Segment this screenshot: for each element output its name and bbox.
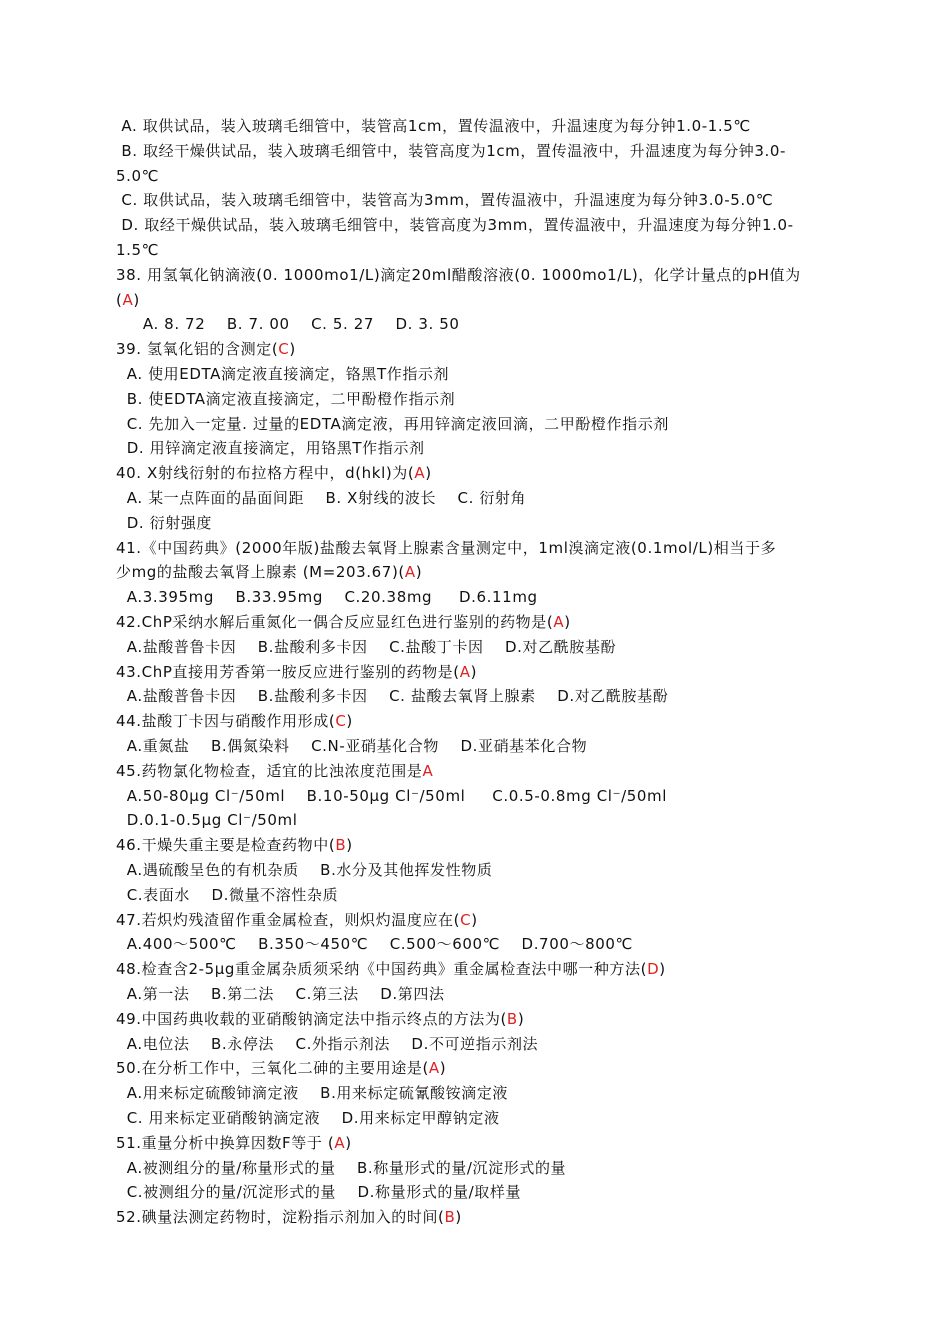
line-text: 1.5℃ — [116, 241, 160, 259]
text-line — [116, 166, 159, 186]
answer-suffix: ) — [289, 340, 296, 358]
answer-suffix: ) — [470, 663, 478, 681]
answer-suffix: ) — [659, 960, 666, 978]
text-line — [116, 562, 422, 582]
line-text: 48.检查含2-5μg重金属杂质须采纳《中国药典》重金属检查法中哪一种方法( — [116, 960, 648, 978]
text-line — [116, 686, 668, 706]
line-text: D. 用锌滴定液直接滴定，用铬黑T作指示剂 — [116, 439, 425, 457]
line-text: A.遇硫酸呈色的有机杂质 B.水分及其他挥发性物质 — [116, 861, 493, 879]
text-line — [116, 860, 492, 880]
answer-letter: C — [278, 340, 290, 358]
line-text: B. 使EDTA滴定液直接滴定，二甲酚橙作指示剂 — [116, 390, 456, 408]
answer-suffix: ) — [517, 1010, 525, 1028]
answer-letter: A — [459, 663, 471, 681]
line-text: D. 取经干燥供试品，装入玻璃毛细管中，装管高度为3mm，置传温液中，升温速度为每分钟1.0- — [116, 216, 794, 234]
line-text: A.电位法 B.永停法 C.外指示剂法 D.不可逆指示剂法 — [116, 1035, 539, 1053]
answer-letter: B — [444, 1208, 456, 1226]
text-line — [116, 711, 353, 731]
line-text: B. 取经干燥供试品，装入玻璃毛细管中，装管高度为1cm，置传温液中，升温速度为每分钟3.0- — [116, 142, 787, 160]
answer-letter: A — [122, 291, 134, 309]
answer-suffix: ) — [425, 464, 432, 482]
text-line — [116, 1158, 566, 1178]
text-line — [116, 1009, 524, 1029]
text-line — [116, 761, 433, 781]
text-line — [116, 513, 212, 533]
line-text: A. 8. 72 B. 7. 00 C. 5. 27 D. 3. 50 — [116, 315, 460, 333]
text-line — [116, 662, 477, 682]
text-line — [116, 885, 338, 905]
line-text: 5.0℃ — [116, 167, 160, 185]
text-line — [116, 290, 140, 310]
text-line — [116, 1133, 352, 1153]
text-line — [116, 240, 159, 260]
text-line — [116, 314, 460, 334]
line-text: C. 用来标定亚硝酸钠滴定液 D.用来标定甲醇钠定液 — [116, 1109, 500, 1127]
answer-letter: A — [422, 762, 434, 780]
text-line — [116, 1108, 500, 1128]
text-line — [116, 141, 786, 161]
line-text: A. 某一点阵面的晶面间距 B. X射线的波长 C. 衍射角 — [116, 489, 527, 507]
line-text: A. 使用EDTA滴定液直接滴定，铬黑T作指示剂 — [116, 365, 450, 383]
answer-letter: B — [335, 836, 347, 854]
line-text: A.3.395mg B.33.95mg C.20.38mg D.6.11mg — [116, 588, 538, 606]
text-line — [116, 1034, 538, 1054]
text-line — [116, 1058, 446, 1078]
line-text: 51.重量分析中换算因数F等于 ( — [116, 1134, 335, 1152]
answer-suffix: ) — [471, 911, 478, 929]
text-line — [116, 463, 432, 483]
line-text: 42.ChP采纳水解后重氮化一偶合反应显红色进行鉴别的药物是( — [116, 613, 554, 631]
text-line — [116, 488, 526, 508]
text-line — [116, 959, 666, 979]
answer-letter: A — [334, 1134, 346, 1152]
text-line — [116, 587, 538, 607]
answer-suffix: ) — [133, 291, 140, 309]
text-line — [116, 786, 667, 806]
text-line — [116, 934, 633, 954]
answer-suffix: ) — [346, 836, 353, 854]
text-line — [116, 810, 298, 830]
line-text: C.表面水 D.微量不溶性杂质 — [116, 886, 339, 904]
line-text: A.50-80μg Cl⁻/50ml B.10-50μg Cl⁻/50ml C.0.5-0.8mg Cl⁻/50ml — [116, 787, 668, 805]
line-text: A.用来标定硫酸铈滴定液 B.用来标定硫氰酸铵滴定液 — [116, 1084, 509, 1102]
line-text: 46.干燥失重主要是检查药物中( — [116, 836, 336, 854]
text-line — [116, 637, 616, 657]
line-text: A.第一法 B.第二法 C.第三法 D.第四法 — [116, 985, 445, 1003]
text-line — [116, 364, 449, 384]
line-text: 44.盐酸丁卡因与硝酸作用形成( — [116, 712, 336, 730]
line-text: 43.ChP直接用芳香第一胺反应进行鉴别的药物是( — [116, 663, 460, 681]
answer-suffix: ) — [439, 1059, 447, 1077]
text-line — [116, 1182, 521, 1202]
text-line — [116, 910, 478, 930]
line-text: 39. 氢氧化铝的含测定( — [116, 340, 279, 358]
line-text: A.盐酸普鲁卡因 B.盐酸利多卡因 C. 盐酸去氧肾上腺素 D.对乙酰胺基酚 — [116, 687, 669, 705]
answer-letter: C — [335, 712, 347, 730]
line-text: C. 取供试品，装入玻璃毛细管中，装管高为3mm，置传温液中，升温速度为每分钟3.0-5.0℃ — [116, 191, 774, 209]
line-text: 38. 用氢氧化钠滴液(0. 1000mo1/L)滴定20ml醋酸溶液(0. 1000mo1/L)，化学计量点的pH值为 — [116, 266, 801, 284]
text-line — [116, 538, 776, 558]
line-text: A. 取供试品，装入玻璃毛细管中，装管高1cm，置传温液中，升温速度为每分钟1.0-1.5℃ — [116, 117, 751, 135]
answer-letter: A — [404, 563, 416, 581]
line-text: A.盐酸普鲁卡因 B.盐酸利多卡因 C.盐酸丁卡因 D.对乙酰胺基酚 — [116, 638, 617, 656]
line-text: 少mg的盐酸去氧肾上腺素 (M=203.67)( — [116, 563, 405, 581]
answer-letter: A — [428, 1059, 440, 1077]
text-line — [116, 1083, 508, 1103]
line-text: A.重氮盐 B.偶氮染料 C.N-亚硝基化合物 D.亚硝基苯化合物 — [116, 737, 588, 755]
line-text: 52.碘量法测定药物时，淀粉指示剂加入的时间( — [116, 1208, 445, 1226]
text-line — [116, 1207, 462, 1227]
text-line — [116, 389, 455, 409]
answer-letter: A — [553, 613, 565, 631]
text-line — [116, 835, 353, 855]
answer-suffix: ) — [345, 1134, 352, 1152]
line-text: 47.若炽灼残渣留作重金属检查，则炽灼温度应在( — [116, 911, 461, 929]
line-text: 40. X射线衍射的布拉格方程中，d(hkl)为( — [116, 464, 415, 482]
text-line — [116, 190, 773, 210]
line-text: D.0.1-0.5μg Cl⁻/50ml — [116, 811, 298, 829]
answer-suffix: ) — [415, 563, 423, 581]
answer-letter: D — [647, 960, 660, 978]
text-line — [116, 612, 571, 632]
answer-letter: C — [460, 911, 472, 929]
answer-letter: A — [414, 464, 426, 482]
answer-letter: B — [506, 1010, 518, 1028]
text-line — [116, 438, 425, 458]
answer-suffix: ) — [455, 1208, 462, 1226]
text-line — [116, 215, 794, 235]
text-line — [116, 265, 801, 285]
text-line — [116, 414, 669, 434]
line-text: C. 先加入一定量. 过量的EDTA滴定液，再用锌滴定液回滴，二甲酚橙作指示剂 — [116, 415, 669, 433]
line-text: 49.中国药典收载的亚硝酸钠滴定法中指示终点的方法为( — [116, 1010, 507, 1028]
line-text: 45.药物氯化物检查，适宜的比浊浓度范围是 — [116, 762, 423, 780]
line-text: A.被测组分的量/称量形式的量 B.称量形式的量/沉淀形式的量 — [116, 1159, 567, 1177]
answer-suffix: ) — [346, 712, 353, 730]
line-text: D. 衍射强度 — [116, 514, 213, 532]
line-text: 50.在分析工作中，三氧化二砷的主要用途是( — [116, 1059, 429, 1077]
line-text: 41.《中国药典》(2000年版)盐酸去氧肾上腺素含量测定中，1ml溴滴定液(0.1mol/L)相当于多 — [116, 539, 777, 557]
text-line — [116, 984, 445, 1004]
line-text: ( — [116, 291, 123, 309]
text-line — [116, 116, 751, 136]
text-line — [116, 339, 296, 359]
line-text: C.被测组分的量/沉淀形式的量 D.称量形式的量/取样量 — [116, 1183, 522, 1201]
line-text: A.400～500℃ B.350～450℃ C.500～600℃ D.700～800℃ — [116, 935, 633, 953]
text-line — [116, 736, 587, 756]
answer-suffix: ) — [564, 613, 571, 631]
